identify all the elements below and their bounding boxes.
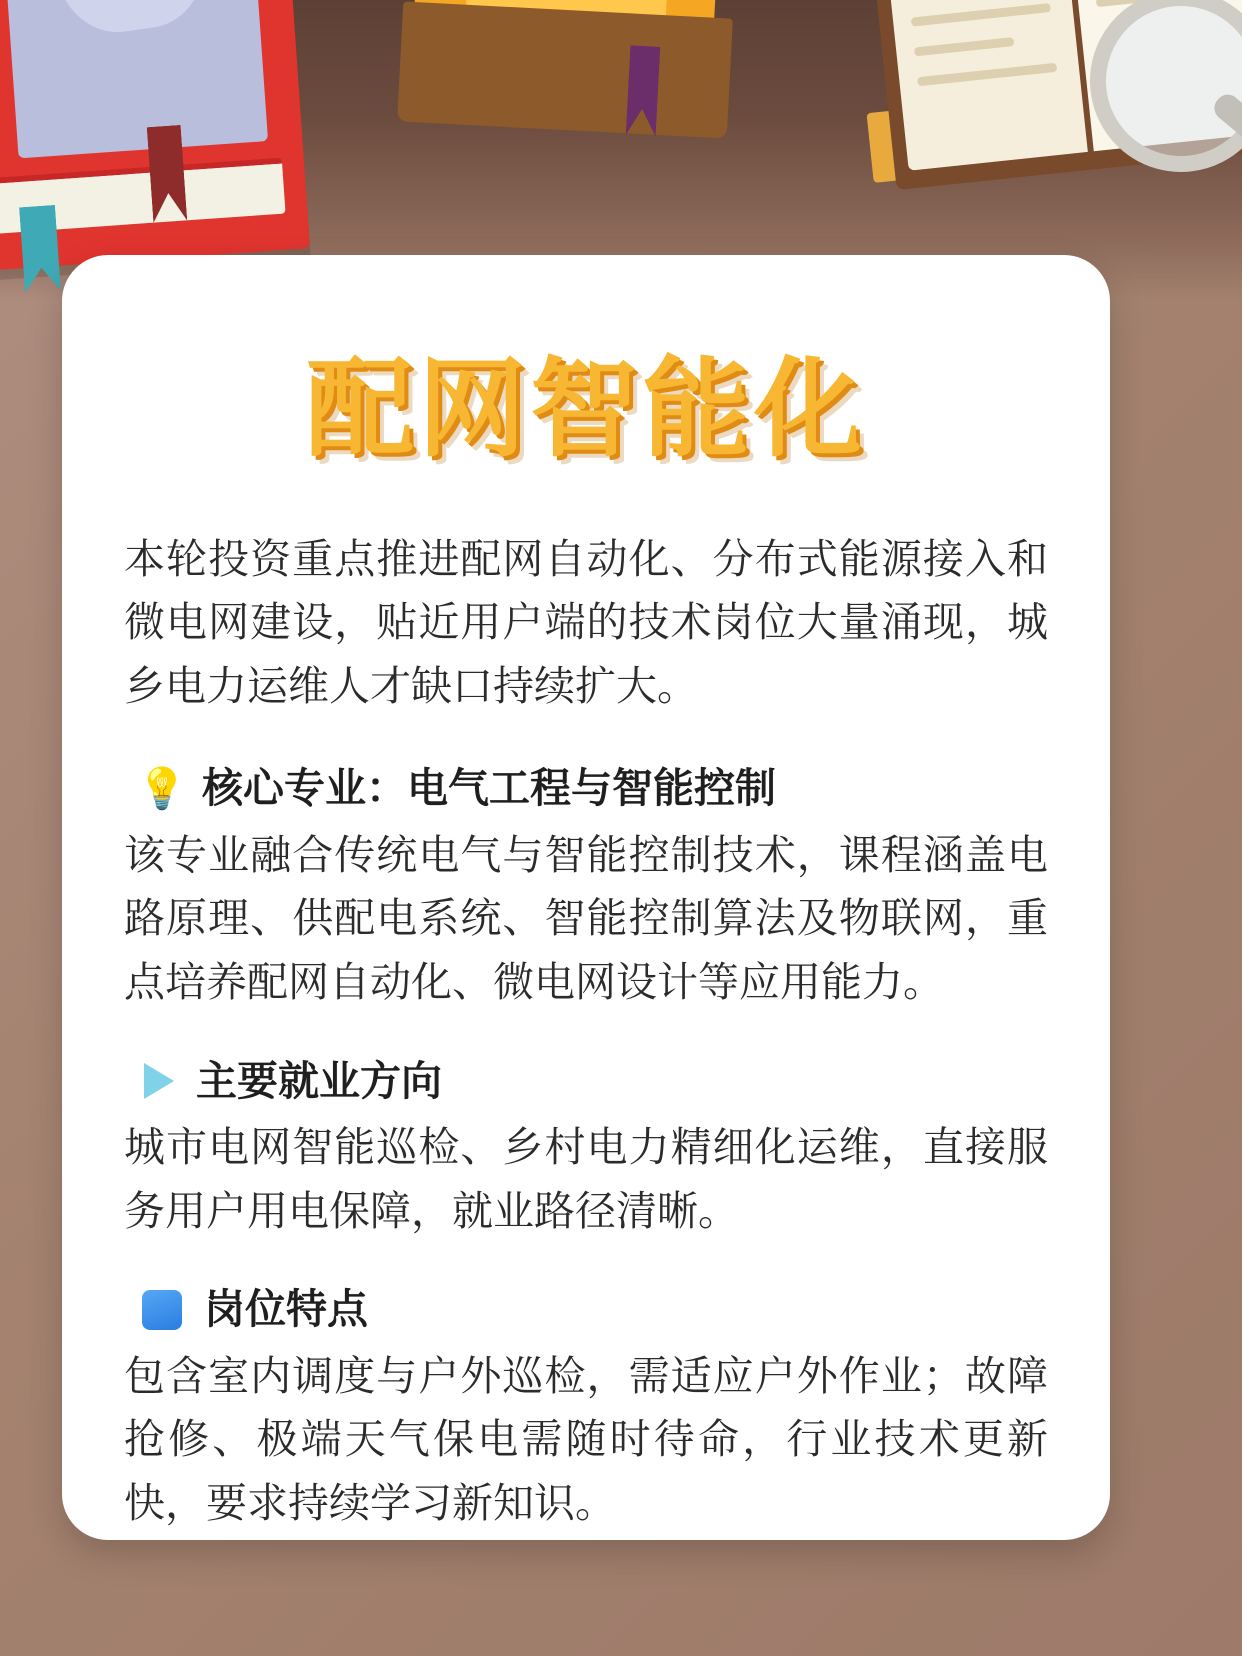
section-body: 包含室内调度与户外巡检，需适应户外作业；故障抢修、极端天气保电需随时待命，行业技术更新快，要求持续学习新知识。 [124,1352,1048,1526]
section-employment-direction [124,1051,1048,1244]
teal-bookmark-icon [19,205,61,293]
section-heading [136,758,1048,820]
section-heading-text: 主要就业方向 [196,1057,442,1104]
section-body: 该专业融合传统电气与智能控制技术，课程涵盖电路原理、供配电系统、智能控制算法及物联网，重点培养配网自动化、微电网设计等应用能力。 [124,831,1048,1006]
blue-book-icon [2,0,268,158]
section-heading [136,1279,1048,1341]
section-heading [136,1051,1048,1113]
section-heading-text: 岗位特点 [204,1286,368,1333]
intro-paragraph: 本轮投资重点推进配网自动化、分布式能源接入和微电网建设，贴近用户端的技术岗位大量涌现，城乡电力运维人才缺口持续扩大。 [124,535,1048,709]
brown-book-icon [397,1,733,138]
lightbulb-icon: 💡 [137,767,187,812]
section-body: 城市电网智能巡检、乡村电力精细化运维，直接服务用户用电保障，就业路径清晰。 [124,1124,1048,1234]
blue-square-icon [142,1290,182,1330]
content-card [62,255,1110,1540]
blue-book-label [40,0,214,40]
section-job-features [124,1279,1048,1535]
play-triangle-icon [144,1063,174,1099]
section-heading-text: 核心专业：电气工程与智能控制 [202,765,776,812]
open-book-left-page [881,0,1088,171]
page-title: 配网智能化 [305,347,866,472]
section-core-major [124,758,1048,1014]
